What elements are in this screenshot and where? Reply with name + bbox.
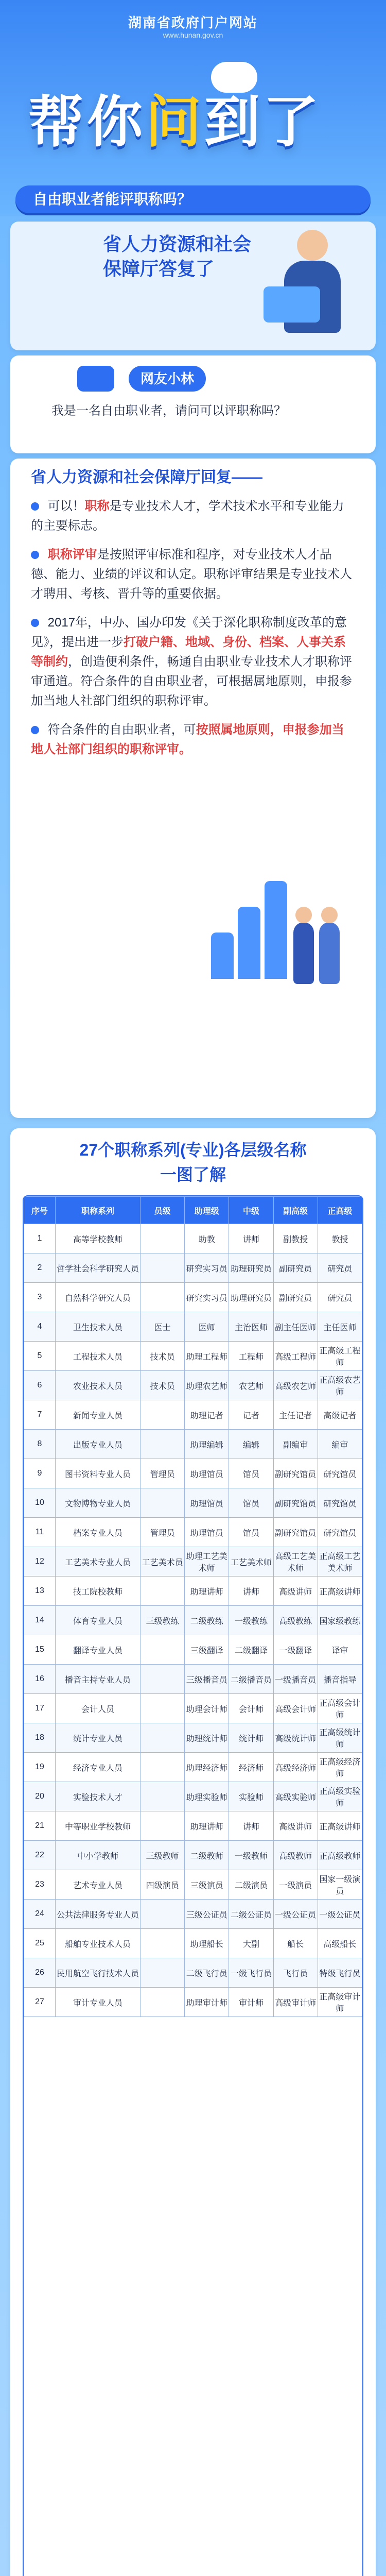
table-row xyxy=(24,1929,362,1958)
table-title-line-1: 27个职称系列(专业)各层级名称 xyxy=(79,1141,307,1159)
table-row xyxy=(24,1694,362,1723)
table-cell: 二级播音员 xyxy=(229,1665,273,1694)
table-cell: 助理会计师 xyxy=(185,1694,229,1723)
table-cell: 一级公证员 xyxy=(318,1900,362,1929)
table-cell: 哲学社会科学研究人员 xyxy=(56,1253,141,1283)
table-cell: 高级工程师 xyxy=(273,1342,318,1371)
table-cell: 助理研究员 xyxy=(229,1283,273,1312)
reply-lead: 省人力资源和社会保障厅回复—— xyxy=(31,469,262,486)
table-cell: 副编审 xyxy=(273,1430,318,1459)
monitor-icon xyxy=(77,366,114,392)
col-header: 正高级 xyxy=(318,1197,362,1224)
person-icon xyxy=(319,922,340,984)
table-cell: 播音指导 xyxy=(318,1665,362,1694)
table-row xyxy=(24,1577,362,1606)
table-row xyxy=(24,1547,362,1577)
table-cell: 助理馆员 xyxy=(185,1488,229,1518)
table-cell: 研究员 xyxy=(318,1283,362,1312)
table-cell: 三级演员 xyxy=(185,1870,229,1900)
table-cell: 2 xyxy=(24,1253,56,1283)
p2-a: 职称评审 xyxy=(47,548,97,562)
table-cell: 助理审计师 xyxy=(185,1988,229,2017)
table-cell xyxy=(141,1488,185,1518)
table-cell: 21 xyxy=(24,1811,56,1841)
table-cell: 讲师 xyxy=(229,1224,273,1253)
table-cell xyxy=(141,1224,185,1253)
reply-paragraph-4 xyxy=(31,720,355,759)
table-cell: 6 xyxy=(24,1371,56,1400)
table-cell xyxy=(141,1988,185,2017)
table-cell: 副主任医师 xyxy=(273,1312,318,1342)
bullet-icon xyxy=(31,726,39,734)
table-cell: 二级演员 xyxy=(229,1870,273,1900)
table-cell: 馆员 xyxy=(229,1459,273,1488)
table-row xyxy=(24,1753,362,1782)
table-cell: 26 xyxy=(24,1958,56,1988)
p3-a: 2017年，中办、国办印发《关于深化职称制度改革的意见》，提出进一步 xyxy=(31,616,347,649)
table-cell: 23 xyxy=(24,1870,56,1900)
table-cell: 主任医师 xyxy=(318,1312,362,1342)
table-cell: 出版专业人员 xyxy=(56,1430,141,1459)
user-question-card xyxy=(10,355,376,453)
table-cell: 一级演员 xyxy=(273,1870,318,1900)
table-row xyxy=(24,1253,362,1283)
table-cell: 农业技术人员 xyxy=(56,1371,141,1400)
p1-b: 职称 xyxy=(84,499,110,513)
table-cell: 助教 xyxy=(185,1224,229,1253)
table-cell: 正高级讲师 xyxy=(318,1577,362,1606)
table-cell: 农艺师 xyxy=(229,1371,273,1400)
table-cell xyxy=(141,1665,185,1694)
table-cell: 17 xyxy=(24,1694,56,1723)
table-cell: 国家级教练 xyxy=(318,1606,362,1635)
table-cell: 助理讲师 xyxy=(185,1577,229,1606)
table-row xyxy=(24,1606,362,1635)
table-cell xyxy=(141,1958,185,1988)
bullet-icon xyxy=(31,502,39,511)
table-cell: 一级播音员 xyxy=(273,1665,318,1694)
table-cell: 研究馆员 xyxy=(318,1459,362,1488)
chart-bar-icon xyxy=(211,933,234,979)
table-row xyxy=(24,1635,362,1665)
levels-table xyxy=(24,1196,362,2017)
table-cell xyxy=(141,1400,185,1430)
table-cell: 技工院校教师 xyxy=(56,1577,141,1606)
presentation-screen-icon xyxy=(264,286,320,323)
table-cell: 三级公证员 xyxy=(185,1900,229,1929)
table-row xyxy=(24,1488,362,1518)
table-cell: 一级公证员 xyxy=(273,1900,318,1929)
levels-table-card xyxy=(10,1128,376,2576)
p3-b: 打破户籍、地域、身份、档案、人事关系等制约 xyxy=(31,635,346,669)
table-cell: 助理讲师 xyxy=(185,1811,229,1841)
table-cell: 国家一级演员 xyxy=(318,1870,362,1900)
table-cell: 医士 xyxy=(141,1312,185,1342)
table-cell: 审计专业人员 xyxy=(56,1988,141,2017)
table-cell: 播音主持专业人员 xyxy=(56,1665,141,1694)
table-cell: 统计专业人员 xyxy=(56,1723,141,1753)
chart-bar-icon xyxy=(238,907,260,979)
table-cell: 体育专业人员 xyxy=(56,1606,141,1635)
answer-title xyxy=(103,232,251,281)
table-title xyxy=(26,1138,360,1187)
table-cell: 管理员 xyxy=(141,1518,185,1547)
table-cell: 高级记者 xyxy=(318,1400,362,1430)
question-pill: 自由职业者能评职称吗？ xyxy=(15,185,371,213)
table-cell: 助理工艺美术师 xyxy=(185,1547,229,1577)
table-cell: 二级教师 xyxy=(185,1841,229,1870)
table-row xyxy=(24,1342,362,1371)
table-cell: 24 xyxy=(24,1900,56,1929)
table-cell: 助理馆员 xyxy=(185,1518,229,1547)
table-row xyxy=(24,1371,362,1400)
table-cell: 船长 xyxy=(273,1929,318,1958)
table-cell: 审计师 xyxy=(229,1988,273,2017)
table-cell: 1 xyxy=(24,1224,56,1253)
table-cell: 三级教练 xyxy=(141,1606,185,1635)
table-cell: 5 xyxy=(24,1342,56,1371)
table-row xyxy=(24,1811,362,1841)
table-cell: 高级工艺美术师 xyxy=(273,1547,318,1577)
table-cell: 经济专业人员 xyxy=(56,1753,141,1782)
table-cell: 正高级经济师 xyxy=(318,1753,362,1782)
table-cell: 助理船长 xyxy=(185,1929,229,1958)
hero-title-part-b: 问 xyxy=(146,91,205,153)
table-cell: 副教授 xyxy=(273,1224,318,1253)
table-cell: 高级统计师 xyxy=(273,1723,318,1753)
table-cell xyxy=(141,1782,185,1811)
table-cell: 助理研究员 xyxy=(229,1253,273,1283)
table-cell: 管理员 xyxy=(141,1459,185,1488)
table-cell: 12 xyxy=(24,1547,56,1577)
col-header: 助理级 xyxy=(185,1197,229,1224)
table-cell: 正高级统计师 xyxy=(318,1723,362,1753)
person-head-icon xyxy=(295,907,312,923)
table-cell: 公共法律服务专业人员 xyxy=(56,1900,141,1929)
levels-table-head xyxy=(24,1197,362,1224)
table-cell: 副研究馆员 xyxy=(273,1459,318,1488)
table-row xyxy=(24,1841,362,1870)
p1-c: 是专业技术人才，学术技术水平和专业能力的主要标志。 xyxy=(31,499,344,533)
table-row xyxy=(24,1988,362,2017)
table-cell: 助理农艺师 xyxy=(185,1371,229,1400)
table-cell xyxy=(141,1929,185,1958)
table-cell: 13 xyxy=(24,1577,56,1606)
table-cell: 档案专业人员 xyxy=(56,1518,141,1547)
brand-url[interactable]: www.hunan.gov.cn xyxy=(163,31,223,39)
p2-b: 是按照评审标准和程序，对专业技术人才品德、能力、业绩的评议和认定。职称评审结果是专业技术人才聘用、考核、晋升等的重要依据。 xyxy=(31,548,352,601)
reply-paragraph-2 xyxy=(31,545,355,604)
table-cell: 副研究员 xyxy=(273,1253,318,1283)
table-cell: 正高级实验师 xyxy=(318,1782,362,1811)
p3-c: ，创造便利条件，畅通自由职业专业技术人才职称评审通道。符合条件的自由职业者，可根据属地原则，申报参加当地人社部门组织的职称评审。 xyxy=(31,655,352,708)
table-cell: 研究馆员 xyxy=(318,1518,362,1547)
table-cell: 助理记者 xyxy=(185,1400,229,1430)
table-cell: 15 xyxy=(24,1635,56,1665)
table-row xyxy=(24,1400,362,1430)
table-cell xyxy=(141,1723,185,1753)
table-cell: 高级经济师 xyxy=(273,1753,318,1782)
table-cell: 一级翻译 xyxy=(273,1635,318,1665)
table-cell: 卫生技术人员 xyxy=(56,1312,141,1342)
table-cell: 正高级讲师 xyxy=(318,1811,362,1841)
hero-title-part-c: 到了 xyxy=(204,91,322,153)
table-cell: 助理馆员 xyxy=(185,1459,229,1488)
table-row xyxy=(24,1459,362,1488)
table-row xyxy=(24,1782,362,1811)
table-cell: 讲师 xyxy=(229,1811,273,1841)
table-title-line-2: 一图了解 xyxy=(160,1165,226,1184)
table-row xyxy=(24,1870,362,1900)
table-cell: 高级船长 xyxy=(318,1929,362,1958)
table-cell: 会计人员 xyxy=(56,1694,141,1723)
table-cell: 三级教师 xyxy=(141,1841,185,1870)
reply-paragraph-1 xyxy=(31,497,355,536)
table-cell: 正高级审计师 xyxy=(318,1988,362,2017)
table-cell: 讲师 xyxy=(229,1577,273,1606)
answer-card xyxy=(10,222,376,350)
table-cell: 会计师 xyxy=(229,1694,273,1723)
col-header: 副高级 xyxy=(273,1197,318,1224)
table-cell: 研究馆员 xyxy=(318,1488,362,1518)
table-cell: 技术员 xyxy=(141,1342,185,1371)
table-cell: 经济师 xyxy=(229,1753,273,1782)
answer-title-line-1: 省人力资源和社会 xyxy=(103,233,252,255)
table-cell: 14 xyxy=(24,1606,56,1635)
brand-title: 湖南省政府门户网站 xyxy=(128,15,258,30)
table-cell: 高等学校教师 xyxy=(56,1224,141,1253)
table-cell: 10 xyxy=(24,1488,56,1518)
levels-table-wrap xyxy=(23,1195,363,2576)
table-cell: 医师 xyxy=(185,1312,229,1342)
table-cell: 高级教师 xyxy=(273,1841,318,1870)
table-cell: 7 xyxy=(24,1400,56,1430)
official-illustration xyxy=(269,225,356,348)
table-row xyxy=(24,1900,362,1929)
table-cell: 高级审计师 xyxy=(273,1988,318,2017)
table-cell: 教授 xyxy=(318,1224,362,1253)
table-cell: 技术员 xyxy=(141,1371,185,1400)
official-head-icon xyxy=(297,230,328,261)
table-cell: 正高级教师 xyxy=(318,1841,362,1870)
answer-title-line-2: 保障厅答复了 xyxy=(103,258,215,279)
table-cell: 研究实习员 xyxy=(185,1283,229,1312)
table-cell: 中小学教师 xyxy=(56,1841,141,1870)
table-cell: 馆员 xyxy=(229,1488,273,1518)
table-cell: 副研究员 xyxy=(273,1283,318,1312)
table-row xyxy=(24,1430,362,1459)
table-row xyxy=(24,1312,362,1342)
table-cell: 高级农艺师 xyxy=(273,1371,318,1400)
table-cell: 正高级农艺师 xyxy=(318,1371,362,1400)
user-label: 网友小林 xyxy=(129,366,206,392)
table-cell: 高级讲师 xyxy=(273,1811,318,1841)
table-cell: 主任记者 xyxy=(273,1400,318,1430)
table-row xyxy=(24,1283,362,1312)
table-cell: 27 xyxy=(24,1988,56,2017)
table-cell: 9 xyxy=(24,1459,56,1488)
table-cell: 二级飞行员 xyxy=(185,1958,229,1988)
table-cell: 一级教师 xyxy=(229,1841,273,1870)
table-cell: 编审 xyxy=(318,1430,362,1459)
table-cell: 特级飞行员 xyxy=(318,1958,362,1988)
table-cell xyxy=(141,1694,185,1723)
table-cell xyxy=(141,1283,185,1312)
table-cell: 20 xyxy=(24,1782,56,1811)
table-cell: 11 xyxy=(24,1518,56,1547)
table-cell: 一级飞行员 xyxy=(229,1958,273,1988)
table-row xyxy=(24,1665,362,1694)
reply-body xyxy=(31,468,355,769)
table-row xyxy=(24,1958,362,1988)
person-head-icon xyxy=(321,907,338,923)
table-cell: 大副 xyxy=(229,1929,273,1958)
table-row xyxy=(24,1224,362,1253)
table-cell: 民用航空飞行技术人员 xyxy=(56,1958,141,1988)
table-cell: 记者 xyxy=(229,1400,273,1430)
table-cell: 船舶专业技术人员 xyxy=(56,1929,141,1958)
bullet-icon xyxy=(31,551,39,559)
table-cell: 19 xyxy=(24,1753,56,1782)
col-header: 中级 xyxy=(229,1197,273,1224)
levels-table-body xyxy=(24,1224,362,2017)
table-cell: 副研究馆员 xyxy=(273,1488,318,1518)
table-cell: 研究员 xyxy=(318,1253,362,1283)
table-cell: 新闻专业人员 xyxy=(56,1400,141,1430)
chart-bar-icon xyxy=(265,881,287,979)
table-cell: 二级公证员 xyxy=(229,1900,273,1929)
table-cell: 25 xyxy=(24,1929,56,1958)
table-cell: 正高级工程师 xyxy=(318,1342,362,1371)
hero-title xyxy=(28,77,322,157)
table-cell: 高级会计师 xyxy=(273,1694,318,1723)
table-cell: 四级演员 xyxy=(141,1870,185,1900)
table-cell: 飞行员 xyxy=(273,1958,318,1988)
table-cell: 自然科学研究人员 xyxy=(56,1283,141,1312)
table-cell: 8 xyxy=(24,1430,56,1459)
table-cell: 3 xyxy=(24,1283,56,1312)
table-cell: 译审 xyxy=(318,1635,362,1665)
table-cell: 三级播音员 xyxy=(185,1665,229,1694)
table-cell: 正高级工艺美术师 xyxy=(318,1547,362,1577)
table-row xyxy=(24,1723,362,1753)
table-cell: 工程师 xyxy=(229,1342,273,1371)
table-cell: 二级翻译 xyxy=(229,1635,273,1665)
table-cell xyxy=(141,1811,185,1841)
user-question: 我是一名自由职业者，请问可以评职称吗？ xyxy=(51,404,286,418)
hero-title-part-a: 帮你 xyxy=(28,91,146,153)
table-cell: 实验师 xyxy=(229,1782,273,1811)
table-cell: 翻译专业人员 xyxy=(56,1635,141,1665)
p4-a: 符合条件的自由职业者，可 xyxy=(47,723,196,737)
table-cell: 16 xyxy=(24,1665,56,1694)
table-cell: 助理统计师 xyxy=(185,1723,229,1753)
table-cell: 18 xyxy=(24,1723,56,1753)
table-cell xyxy=(141,1577,185,1606)
table-row xyxy=(24,1518,362,1547)
col-header: 员级 xyxy=(141,1197,185,1224)
table-cell: 高级教练 xyxy=(273,1606,318,1635)
table-cell: 二级教练 xyxy=(185,1606,229,1635)
table-cell xyxy=(141,1900,185,1929)
bullet-icon xyxy=(31,619,39,627)
col-header: 序号 xyxy=(24,1197,56,1224)
table-cell: 工程技术人员 xyxy=(56,1342,141,1371)
table-cell: 文物博物专业人员 xyxy=(56,1488,141,1518)
col-header: 职称系列 xyxy=(56,1197,141,1224)
table-cell: 助理实验师 xyxy=(185,1782,229,1811)
table-cell: 副研究馆员 xyxy=(273,1518,318,1547)
table-cell: 助理工程师 xyxy=(185,1342,229,1371)
meeting-illustration xyxy=(206,855,350,989)
table-cell: 22 xyxy=(24,1841,56,1870)
table-cell: 高级实验师 xyxy=(273,1782,318,1811)
table-cell: 4 xyxy=(24,1312,56,1342)
table-cell xyxy=(141,1635,185,1665)
table-cell: 艺术专业人员 xyxy=(56,1870,141,1900)
table-cell: 研究实习员 xyxy=(185,1253,229,1283)
table-cell: 工艺美术师 xyxy=(229,1547,273,1577)
table-cell: 工艺美术员 xyxy=(141,1547,185,1577)
table-cell xyxy=(141,1430,185,1459)
header xyxy=(0,0,386,216)
table-cell: 实验技术人才 xyxy=(56,1782,141,1811)
levels-table-head-row xyxy=(24,1197,362,1224)
table-cell: 编辑 xyxy=(229,1430,273,1459)
table-cell: 高级讲师 xyxy=(273,1577,318,1606)
table-cell xyxy=(141,1753,185,1782)
person-icon xyxy=(293,922,314,984)
reply-card xyxy=(10,459,376,1118)
table-cell: 三级翻译 xyxy=(185,1635,229,1665)
p1-a: 可以！ xyxy=(47,499,85,513)
reply-paragraph-3 xyxy=(31,613,355,711)
table-cell: 正高级会计师 xyxy=(318,1694,362,1723)
table-cell: 统计师 xyxy=(229,1723,273,1753)
p4-b: 按照属地原则，申报参加当地人社部门组织的职称评审。 xyxy=(31,723,344,756)
table-cell: 助理编辑 xyxy=(185,1430,229,1459)
table-cell: 主治医师 xyxy=(229,1312,273,1342)
table-cell: 一级教练 xyxy=(229,1606,273,1635)
table-cell: 中等职业学校教师 xyxy=(56,1811,141,1841)
table-cell: 馆员 xyxy=(229,1518,273,1547)
table-cell: 工艺美术专业人员 xyxy=(56,1547,141,1577)
table-cell: 助理经济师 xyxy=(185,1753,229,1782)
table-cell xyxy=(141,1253,185,1283)
table-cell: 图书资料专业人员 xyxy=(56,1459,141,1488)
